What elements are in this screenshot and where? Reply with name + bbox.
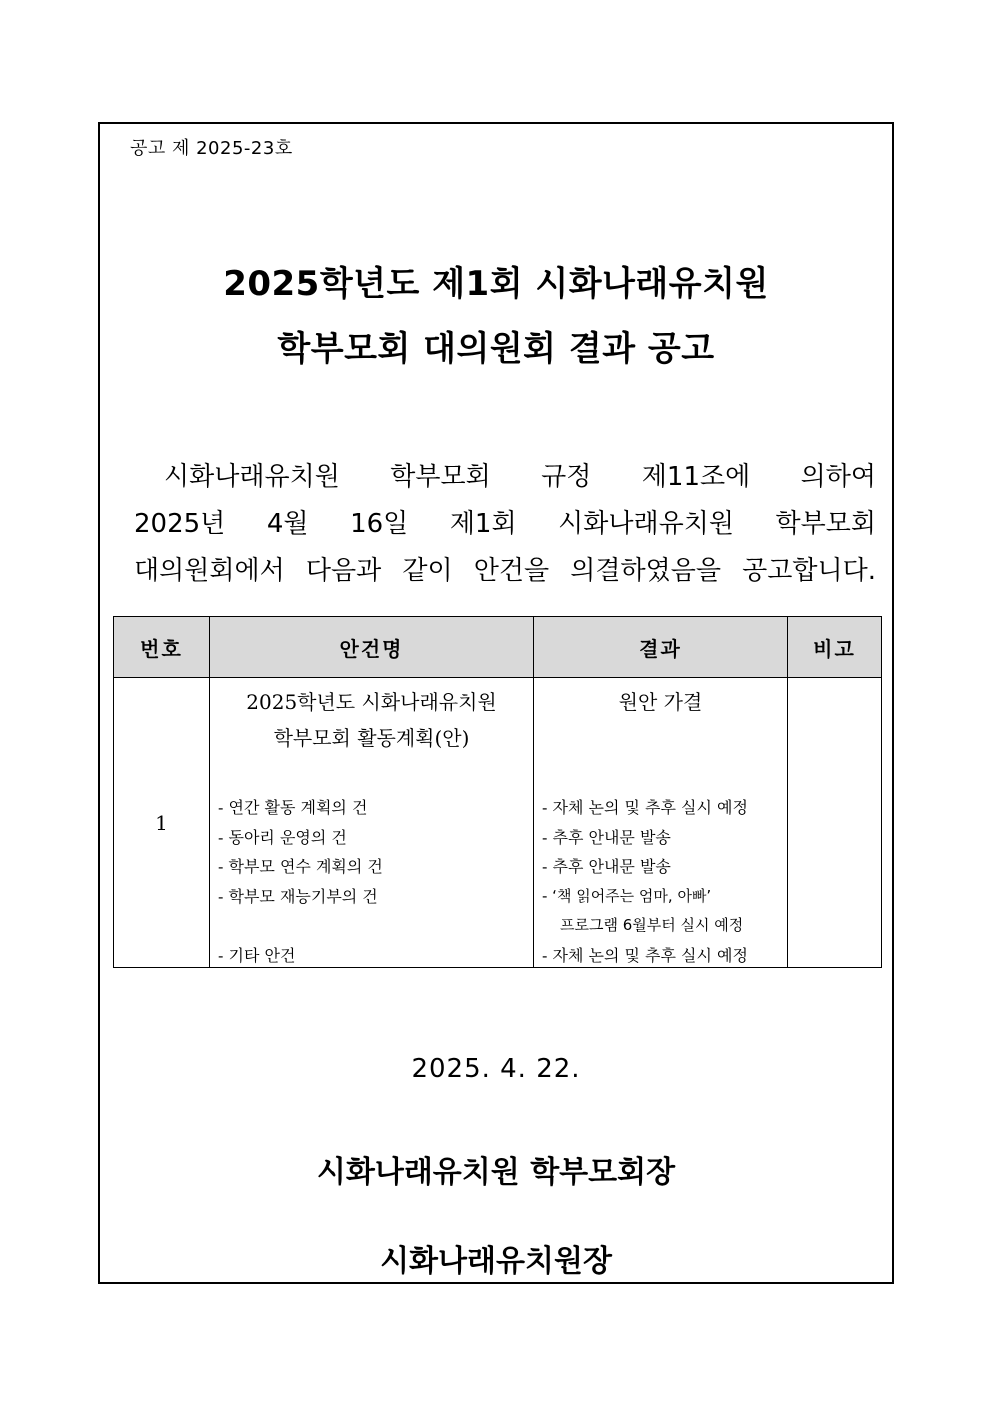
body-word: 16일 xyxy=(350,509,409,539)
body-paragraph xyxy=(134,454,876,595)
notice-frame xyxy=(98,122,894,1284)
body-word: 2025년 xyxy=(134,509,226,539)
body-word: 의하여 xyxy=(800,462,876,492)
notice-date: 2025. 4. 22. xyxy=(411,1054,581,1084)
list-item: 프로그램 6월부터 실시 예정 xyxy=(560,916,744,934)
list-item: - 자체 논의 및 추후 실시 예정 xyxy=(542,798,748,817)
list-item: - 자체 논의 및 추후 실시 예정 xyxy=(542,945,748,965)
body-word: 학부모회 xyxy=(390,462,491,492)
header-no: 번호 xyxy=(114,617,210,678)
body-word: 규정 xyxy=(541,462,592,492)
result-cell xyxy=(534,678,788,968)
note-cell xyxy=(788,678,882,968)
body-line-3 xyxy=(134,548,876,595)
header-item: 안건명 xyxy=(210,617,534,678)
signature-parent-association: 시화나래유치원 학부모회장 xyxy=(316,1155,676,1190)
list-item: - 추후 안내문 발송 xyxy=(542,827,671,847)
body-line-2 xyxy=(134,501,876,548)
list-item: - ‘책 읽어주는 엄마, 아빠’ xyxy=(542,886,712,905)
body-word: 같이 xyxy=(402,556,453,586)
body-word: 공고합니다. xyxy=(742,556,876,586)
result-list xyxy=(542,793,748,970)
body-line-1 xyxy=(134,454,876,501)
list-item: - 기타 안건 xyxy=(218,945,296,965)
table-row xyxy=(114,678,882,968)
body-word: 다음과 xyxy=(305,556,382,586)
signature-principal: 시화나래유치원장 xyxy=(380,1244,612,1279)
list-item: - 추후 안내문 발송 xyxy=(542,857,671,876)
agenda-list xyxy=(218,793,383,970)
body-word: 제11조에 xyxy=(641,462,751,492)
body-word: 의결하였음을 xyxy=(570,556,721,586)
body-word: 시화나래유치원 xyxy=(558,509,734,539)
header-note: 비고 xyxy=(788,617,882,678)
list-item: - 학부모 연수 계획의 건 xyxy=(218,857,383,876)
list-item: - 연간 활동 계획의 건 xyxy=(218,798,368,817)
body-word: 4월 xyxy=(266,509,309,539)
title-line-2: 학부모회 대의원회 결과 공고 xyxy=(277,329,715,369)
notice-number: 공고 제 2025-23호 xyxy=(130,138,293,159)
body-word: 대의원회에서 xyxy=(134,556,285,586)
agenda-table xyxy=(113,616,882,968)
agenda-title-1: 2025학년도 시화나래유치원 xyxy=(246,690,497,714)
header-result: 결과 xyxy=(534,617,788,678)
list-item: - 동아리 운영의 건 xyxy=(218,827,347,847)
body-word: 학부모회 xyxy=(775,509,876,539)
list-item: - 학부모 재능기부의 건 xyxy=(218,886,378,906)
body-word: 시화나래유치원 xyxy=(164,462,340,492)
title-line-1: 2025학년도 제1회 시화나래유치원 xyxy=(223,264,769,304)
table-header-row xyxy=(114,617,882,678)
agenda-item-cell xyxy=(210,678,534,968)
row-number: 1 xyxy=(114,678,210,968)
body-word: 제1회 xyxy=(449,509,517,539)
result-title: 원안 가결 xyxy=(618,690,703,714)
body-word: 안건을 xyxy=(473,556,550,586)
agenda-title-2: 학부모회 활동계획(안) xyxy=(273,726,470,750)
